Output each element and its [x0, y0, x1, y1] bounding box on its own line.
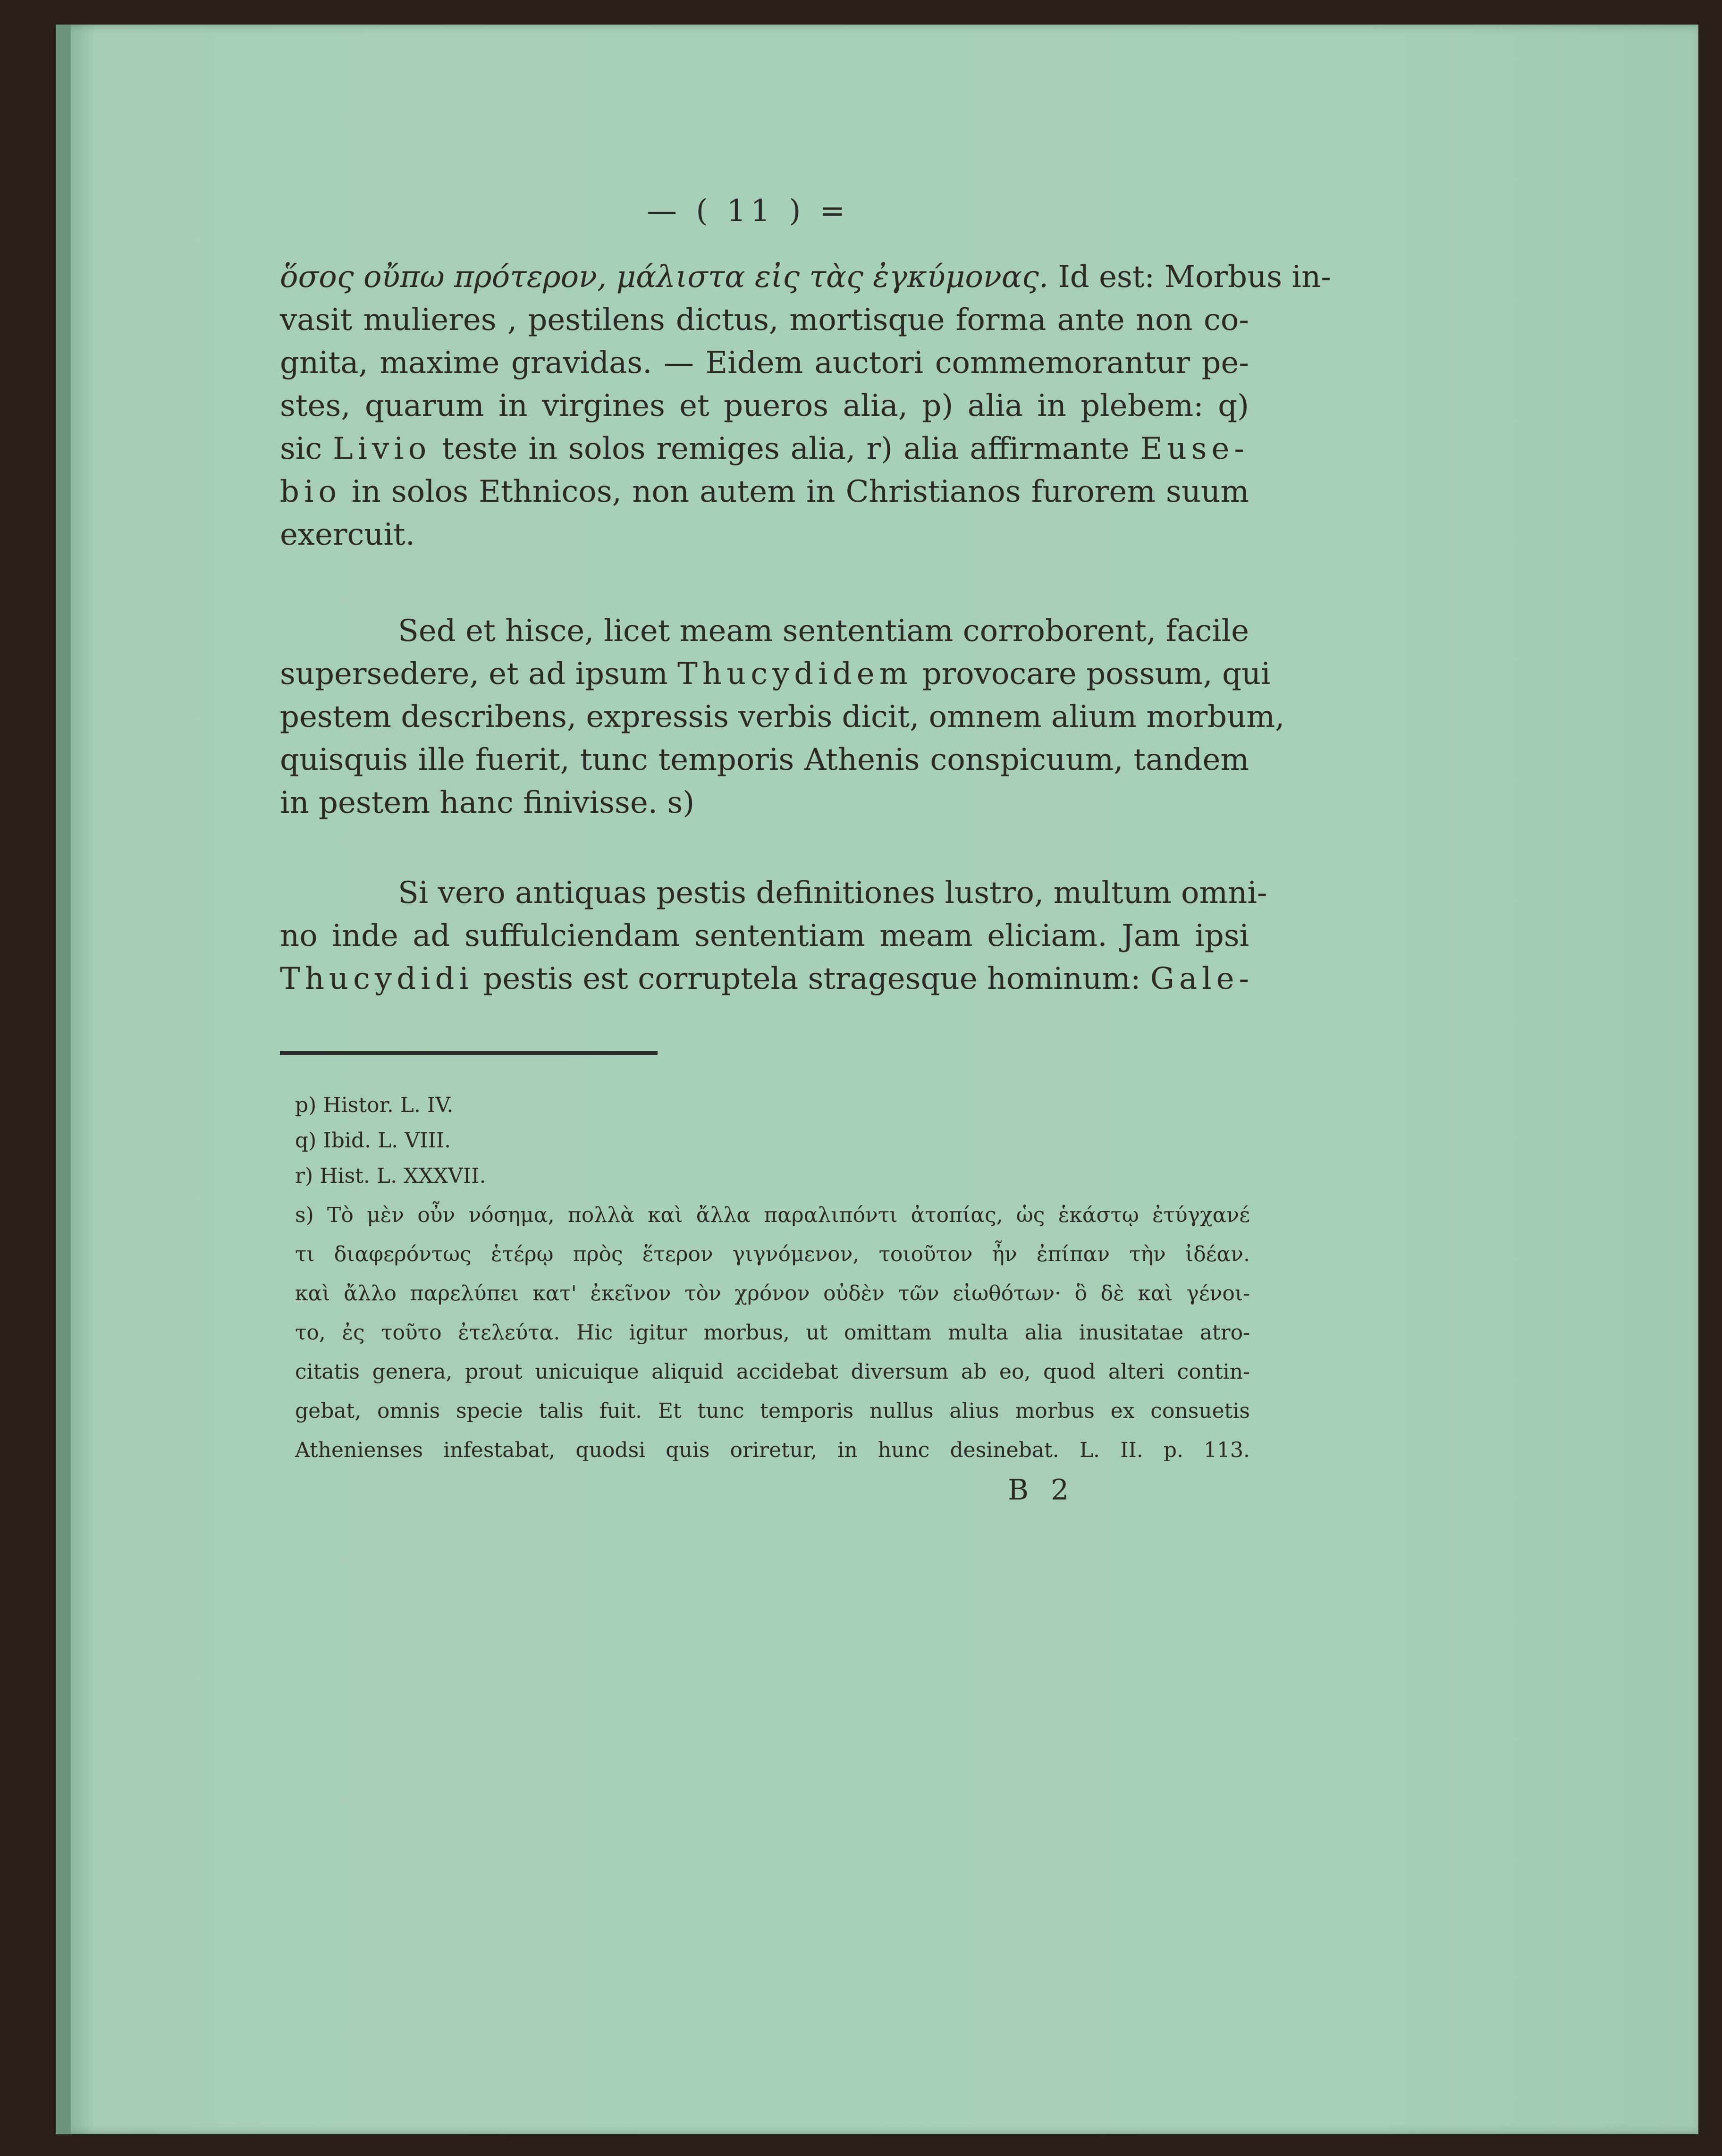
- text-line: [280, 918, 1249, 953]
- text-line: [280, 431, 1249, 466]
- footnote-line: r) Hist. L. XXXVII.: [295, 1164, 486, 1188]
- text-line: [280, 345, 1249, 380]
- text-line: [280, 517, 1249, 552]
- text-span: sic: [280, 431, 333, 466]
- book-page: [56, 25, 1698, 2134]
- text-span: supersedere, et ad ipsum: [280, 657, 678, 691]
- text-span: Livio: [333, 431, 431, 466]
- text-span: Euse-: [1140, 431, 1249, 466]
- text-span: ὅσος οὔπω πρότερον, μάλιστα εἰς τὰς ἐγκύμονας.: [280, 260, 1049, 295]
- text-span: no inde ad suffulciendam sententiam meam eliciam. Jam ipsi: [280, 918, 1249, 953]
- page-gutter: [56, 25, 71, 2134]
- text-span: vasit mulieres , pestilens dictus, mortisque forma ante non co-: [280, 303, 1249, 337]
- text-line: [398, 876, 1267, 910]
- text-line: [280, 699, 1285, 734]
- text-span: Thucydidi: [280, 961, 473, 996]
- footnote-line: Athenienses infestabat, quodsi quis oriretur, in hunc desinebat. L. II. p. 113.: [295, 1438, 1250, 1462]
- text-line: [280, 388, 1249, 423]
- footnote-line: s) Τὸ μὲν οὖν νόσημα, πολλὰ καὶ ἄλλα παραλιπόντι ἀτοπίας, ὡς ἑκάστῳ ἐτύγχανέ: [295, 1203, 1250, 1227]
- text-span: Sed et hisce, licet meam sententiam corroborent, facile: [398, 614, 1249, 648]
- footnote-line: το, ἐς τοῦτο ἐτελεύτα. Hic igitur morbus, ut omittam multa alia inusitatae atro-: [295, 1321, 1250, 1345]
- text-span: quisquis ille fuerit, tunc temporis Athenis conspicuum, tandem: [280, 742, 1249, 777]
- text-line: [280, 474, 1249, 509]
- text-span: stes, quarum in virgines et pueros alia, p) alia in plebem: q): [280, 388, 1249, 423]
- footnote-line: p) Histor. L. IV.: [295, 1093, 454, 1117]
- footnote-line: q) Ibid. L. VIII.: [295, 1129, 451, 1153]
- text-span: in pestem hanc finivisse. s): [280, 785, 695, 820]
- text-span: gnita, maxime gravidas. — Eidem auctori commemorantur pe-: [280, 345, 1249, 380]
- text-line: [280, 785, 1249, 820]
- text-span: in solos Ethnicos, non autem in Christianos furorem suum: [341, 474, 1249, 509]
- footnote-rule: [280, 1051, 658, 1055]
- footnote-line: τι διαφερόντως ἑτέρῳ πρὸς ἕτερον γιγνόμενον, τοιοῦτον ἦν ἐπίπαν τὴν ἰδέαν.: [295, 1242, 1250, 1266]
- footnote-line: gebat, omnis specie talis fuit. Et tunc temporis nullus alius morbus ex consuetis: [295, 1399, 1250, 1423]
- text-line: [398, 616, 1249, 646]
- text-span: bio: [280, 474, 341, 509]
- page-number: — ( 11 ) =: [647, 194, 850, 228]
- text-span: teste in solos remiges alia, r) alia affirmante: [431, 431, 1140, 466]
- text-span: pestem describens, expressis verbis dicit, omnem alium morbum,: [280, 699, 1285, 734]
- text-line: [280, 305, 1249, 335]
- text-span: provocare possum, qui: [912, 657, 1271, 691]
- text-span: Thucydidem: [677, 657, 913, 691]
- text-span: Gale-: [1150, 961, 1254, 996]
- text-line: [280, 961, 1254, 996]
- text-span: exercuit.: [280, 517, 415, 552]
- footnote-line: καὶ ἄλλο παρελύπει κατ' ἐκεῖνον τὸν χρόνον οὐδὲν τῶν εἰωθότων· ὃ δὲ καὶ γένοι-: [295, 1281, 1250, 1305]
- text-span: Id est: Morbus in-: [1048, 260, 1331, 295]
- text-line: [280, 260, 1331, 295]
- text-line: [280, 742, 1249, 777]
- signature-mark: B 2: [1008, 1474, 1076, 1507]
- text-line: [280, 657, 1271, 691]
- text-span: Si vero antiquas pestis definitiones lustro, multum omni-: [398, 876, 1267, 910]
- footnote-line: citatis genera, prout unicuique aliquid accidebat diversum ab eo, quod alteri contin-: [295, 1360, 1250, 1384]
- text-span: pestis est corruptela stragesque hominum:: [473, 961, 1150, 996]
